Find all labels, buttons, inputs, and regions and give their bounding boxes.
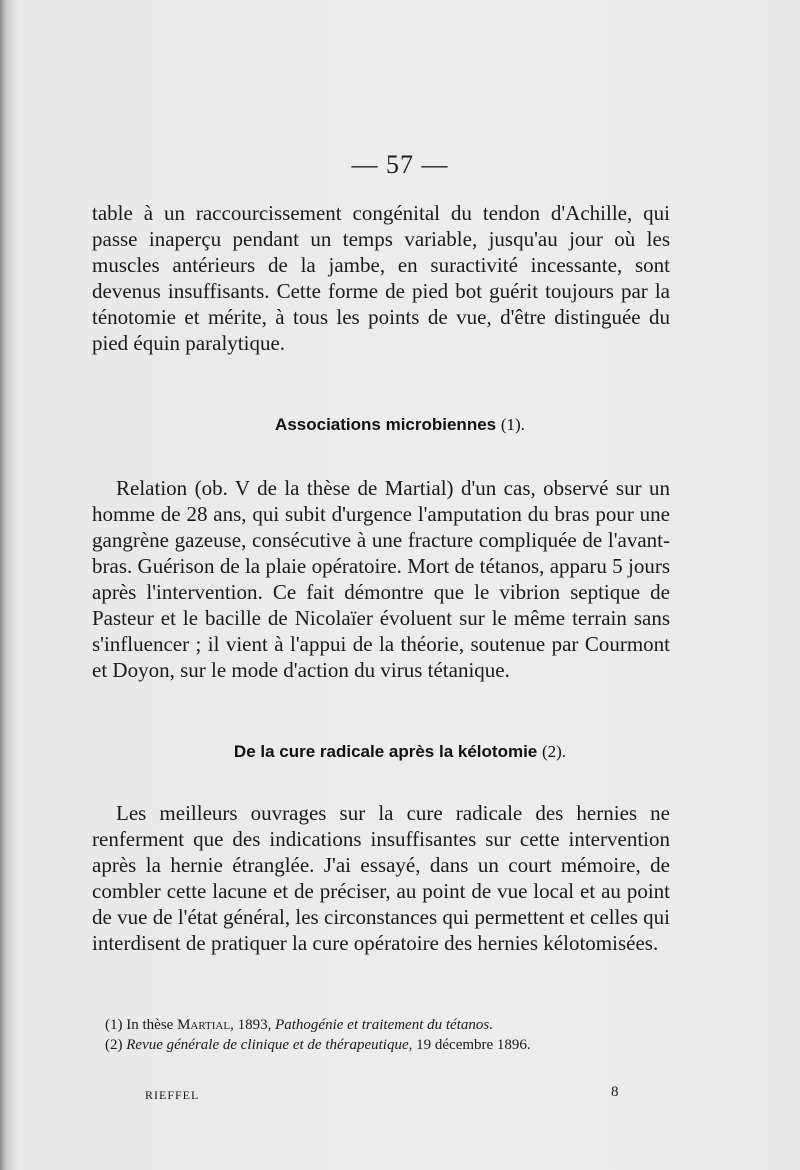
paragraph-martial-case: Relation (ob. V de la thèse de Martial) d'un cas, observé sur un homme de 28 ans, qui subit d'urgence l'amputation du bras pour une gangrène gazeuse, consécutive à une fracture compliquée de l'avant-bras. Guérison de la plaie opératoire. Mort de tétanos, apparu 5 jours après l'intervention. Ce fait démontre que le vibrion septique de Pasteur et le bacille de Nicolaïer évoluent sur le même terrain sans s'influencer ; il vient à l'appui de la théorie, soutenue par Courmont et Doyon, sur le mode d'action du virus tétanique. [92,476,670,682]
footnote-title: Pathogénie et traitement du tétanos. [275,1017,493,1033]
paragraph-cure-radicale: Les meilleurs ouvrages sur la cure radicale des hernies ne renferment que des indications insuffisantes sur cette intervention après la hernie étranglée. J'ai essayé, dans un court mémoire, de combler cette lacune et de préciser, au point de vue local et au point de vue de l'état général, les circonstances qui permettent et celles qui interdisent de pratiquer la cure opératoire des hernies kélotomisées. [92,801,670,955]
footnote-prefix: In thèse [126,1017,174,1033]
footnote-title: Revue générale de clinique et de thérapeutique, [126,1037,413,1053]
sheet-number: 8 [611,1084,619,1100]
footnote-year: , 1893, [230,1017,272,1033]
footnote-ref-1: (1). [500,415,525,434]
printer-signature: RIEFFEL [145,1088,200,1102]
footnote-2 [105,1035,665,1055]
heading-text: De la cure radicale après la kélotomie [233,742,538,761]
footnote-ref-2: (2). [541,742,567,761]
footnote-date: 19 décembre 1896. [416,1037,531,1053]
page-number: — 57 — [351,150,449,179]
footnote-number: (1) [105,1017,123,1033]
footnotes [105,1015,665,1055]
footnote-number: (2) [105,1037,123,1053]
footnote-1 [105,1015,665,1035]
heading-text: Associations microbiennes [275,415,497,434]
footnote-author: Martial [177,1017,231,1033]
paragraph-pied-bot: table à un raccourcissement congénital du tendon d'Achille, qui passe inaperçu pendant un temps variable, jusqu'au jour où les muscles antérieurs de la jambe, en suractivité incessante, sont devenus insuffisants. Cette forme de pied bot guérit toujours par la ténotomie et mérite, à tous les points de vue, d'être distinguée du pied équin paralytique. [92,201,670,355]
heading-cure-radicale [0,742,800,762]
heading-associations-microbiennes [0,415,800,435]
